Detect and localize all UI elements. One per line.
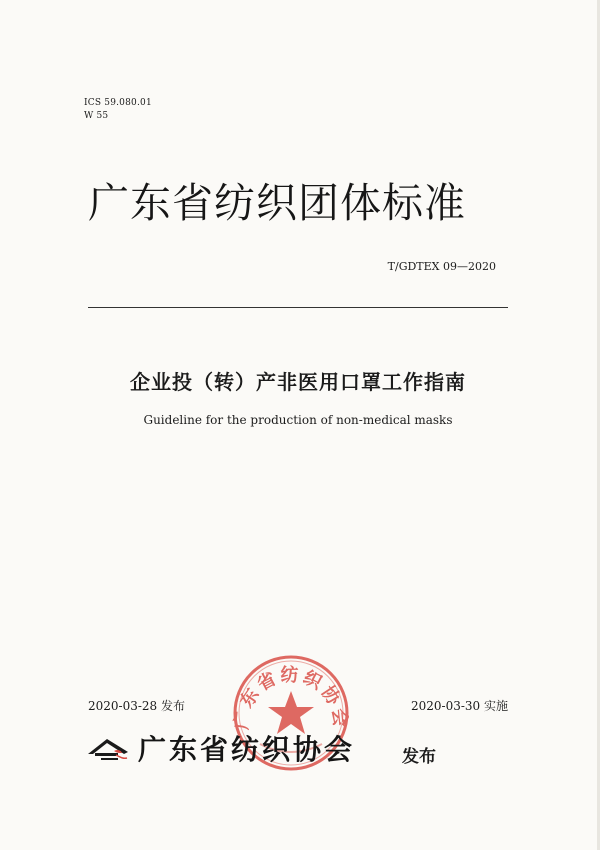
standard-number: T/GDTEX 09—2020	[387, 260, 496, 273]
svg-text:广东省纺织协会: 广东省纺织协会	[231, 665, 351, 731]
issue-word: 发布	[402, 747, 436, 767]
document-title-zh: 企业投（转）产非医用口罩工作指南	[130, 370, 466, 394]
ccs-code: W 55	[84, 111, 109, 121]
organization-standard-title: 广东省纺织团体标准	[88, 179, 466, 227]
issue-date: 2020-03-28 发布	[88, 699, 186, 713]
classification-codes	[84, 97, 152, 123]
title-divider	[88, 307, 508, 308]
issuer-name: 广东省纺织协会	[138, 733, 356, 766]
document-title-en: Guideline for the production of non-medical masks	[143, 413, 453, 427]
textile-association-logo-icon	[86, 735, 130, 765]
ics-code: ICS 59.080.01	[84, 98, 152, 108]
effective-date: 2020-03-30 实施	[410, 699, 508, 713]
